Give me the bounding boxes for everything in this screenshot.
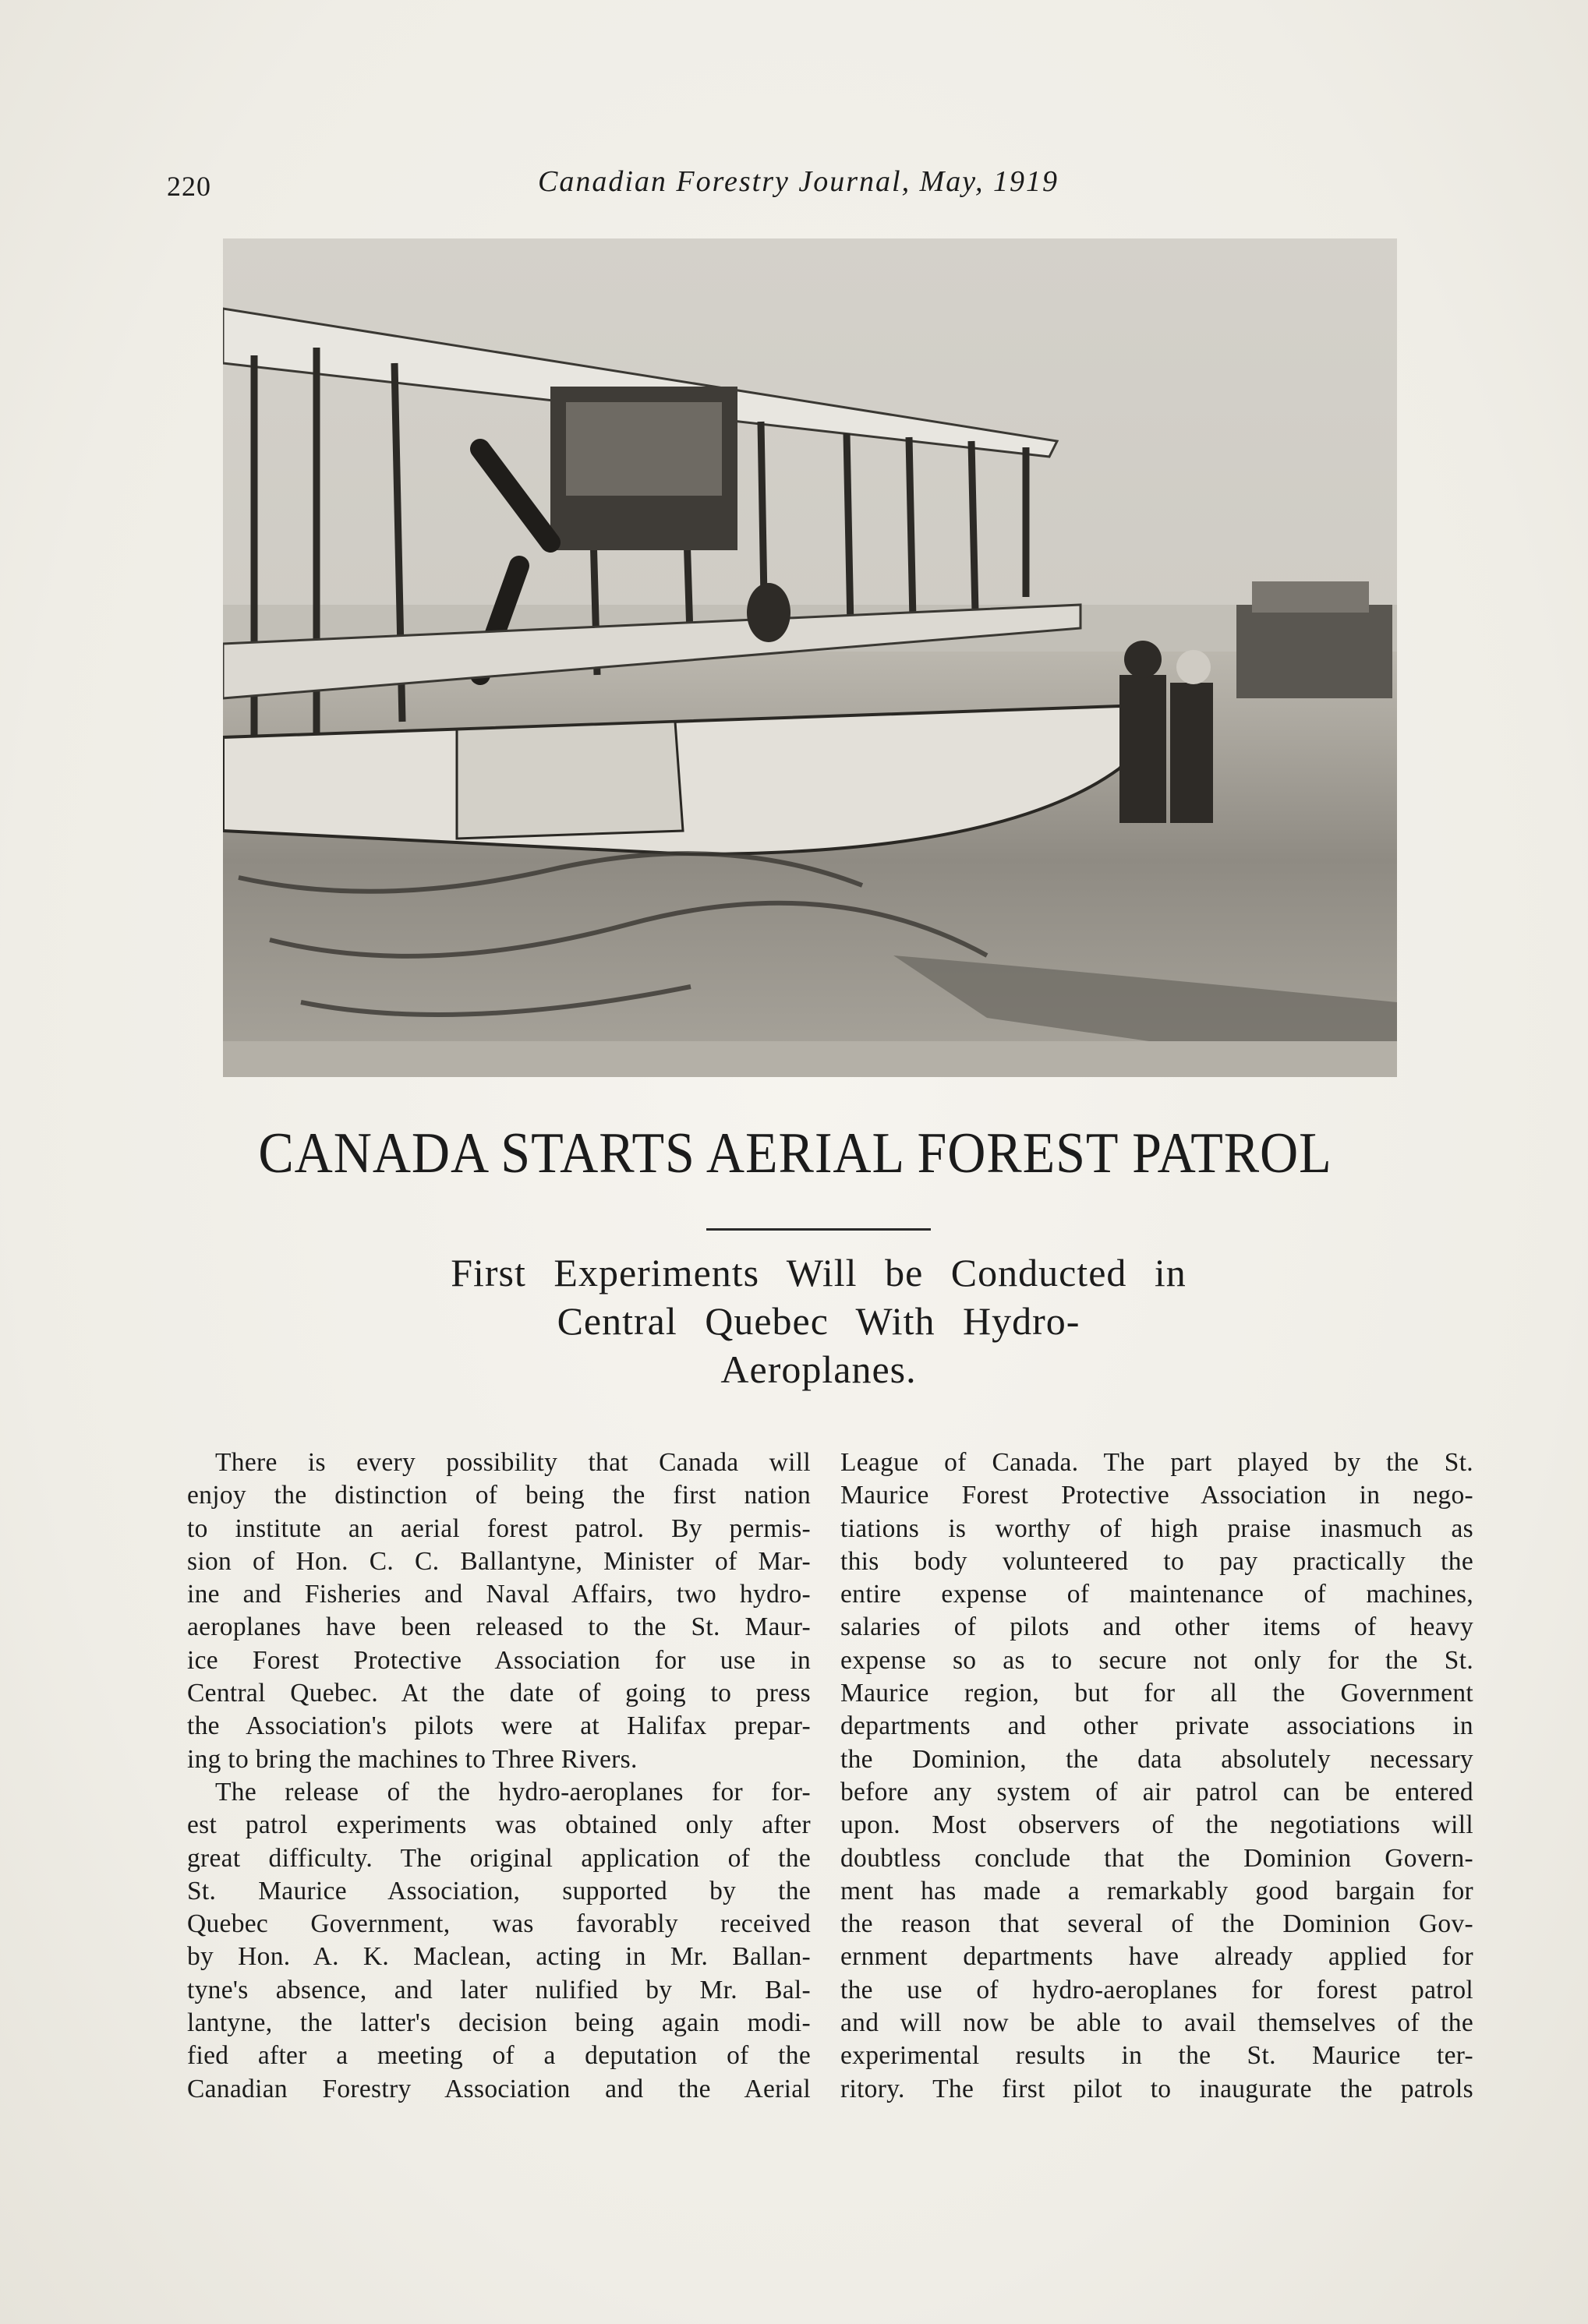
body-line: ment has made a remarkably good bargain for (840, 1876, 1473, 1905)
headline-divider (706, 1228, 931, 1231)
running-head: Canadian Forestry Journal, May, 1919 (538, 165, 1059, 198)
body-line: The release of the hydro-aeroplanes for for- (215, 1777, 811, 1807)
body-line: upon. Most observers of the negotiations will (840, 1810, 1473, 1840)
body-line: to institute an aerial forest patrol. By permis- (187, 1513, 811, 1543)
body-line: tiations is worthy of high praise inasmuch as (840, 1513, 1473, 1543)
subhead-line: First Experiments Will be Conducted in (451, 1251, 1187, 1294)
body-line: Maurice region, but for all the Government (840, 1679, 1473, 1708)
body-line: ice Forest Protective Association for use in (187, 1645, 811, 1675)
body-line: St. Maurice Association, supported by the (187, 1876, 811, 1905)
body-line: departments and other private associations in (840, 1711, 1473, 1741)
body-line: ernment departments have already applied for (840, 1942, 1473, 1972)
body-line: before any system of air patrol can be entered (840, 1777, 1473, 1807)
body-line: Quebec Government, was favorably received (187, 1909, 811, 1939)
photo-illustration (223, 238, 1397, 1077)
subhead-line: Aeroplanes. (720, 1347, 917, 1391)
body-line: sion of Hon. C. C. Ballantyne, Minister of Mar- (187, 1546, 811, 1576)
body-line: aeroplanes have been released to the St. Maur- (187, 1612, 811, 1642)
body-line: this body volunteered to pay practically the (840, 1546, 1473, 1576)
body-line: tyne's absence, and later nulified by Mr. Bal- (187, 1975, 811, 2004)
body-line: expense so as to secure not only for the St. (840, 1645, 1473, 1675)
body-line: the Dominion, the data absolutely necessary (840, 1744, 1473, 1774)
body-line: Canadian Forestry Association and the Aerial (187, 2074, 811, 2103)
body-line: entire expense of maintenance of machines, (840, 1580, 1473, 1609)
article-subhead (374, 1249, 1263, 1393)
body-line: ritory. The first pilot to inaugurate the patrols (840, 2074, 1473, 2103)
page-number: 220 (167, 171, 211, 202)
body-line: salaries of pilots and other items of heavy (840, 1612, 1473, 1642)
body-line: ine and Fisheries and Naval Affairs, two hydro- (187, 1580, 811, 1609)
body-line: est patrol experiments was obtained only after (187, 1810, 811, 1840)
body-line: the reason that several of the Dominion Gov- (840, 1909, 1473, 1939)
body-line: and will now be able to avail themselves of the (840, 2008, 1473, 2038)
article-body-left-column (187, 1446, 811, 2106)
subhead-line: Central Quebec With Hydro- (557, 1299, 1080, 1343)
body-line: Maurice Forest Protective Association in nego- (840, 1481, 1473, 1510)
body-line: the Association's pilots were at Halifax prepar- (187, 1711, 811, 1741)
body-line: experimental results in the St. Maurice ter- (840, 2041, 1473, 2071)
body-line: Central Quebec. At the date of going to press (187, 1679, 811, 1708)
body-line: ing to bring the machines to Three Rivers. (187, 1744, 638, 1774)
hydro-aeroplane-photo (223, 238, 1397, 1077)
article-headline: CANADA STARTS AERIAL FOREST PATROL (258, 1121, 1332, 1185)
body-line: the use of hydro-aeroplanes for forest patrol (840, 1975, 1473, 2004)
body-line: doubtless conclude that the Dominion Govern- (840, 1843, 1473, 1873)
body-line: enjoy the distinction of being the first nation (187, 1481, 811, 1510)
body-line: great difficulty. The original application of the (187, 1843, 811, 1873)
article-body-right-column (840, 1446, 1473, 2106)
body-line: League of Canada. The part played by the St. (840, 1448, 1473, 1477)
body-line: by Hon. A. K. Maclean, acting in Mr. Ballan- (187, 1942, 811, 1972)
body-line: There is every possibility that Canada will (215, 1448, 811, 1477)
body-line: fied after a meeting of a deputation of the (187, 2041, 811, 2071)
body-line: lantyne, the latter's decision being again modi- (187, 2008, 811, 2038)
